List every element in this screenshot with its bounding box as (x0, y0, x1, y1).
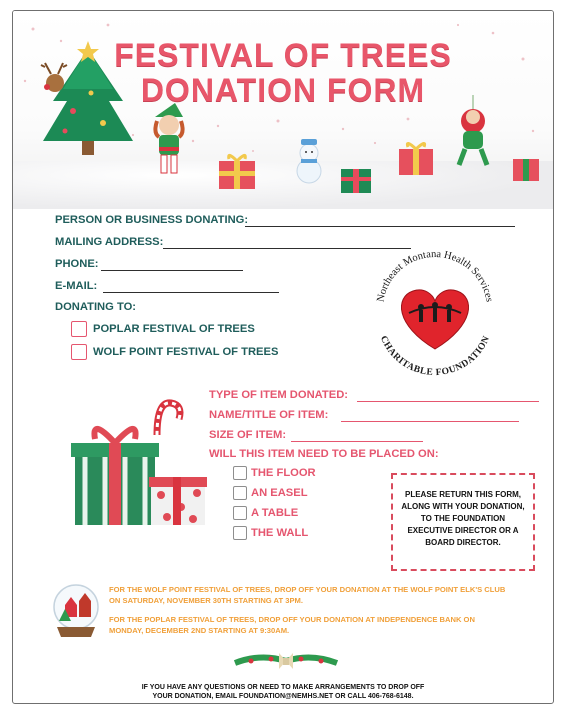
gift-box-icon (339, 161, 375, 195)
table-checkbox[interactable] (233, 506, 247, 520)
person-donating-label: PERSON OR BUSINESS DONATING: (55, 214, 249, 226)
item-name-field[interactable] (341, 421, 519, 422)
gift-box-icon (217, 151, 259, 191)
item-type-label: TYPE OF ITEM DONATED: (209, 389, 349, 401)
donating-to-label: DONATING TO: (55, 301, 136, 313)
floor-option-label: THE FLOOR (251, 467, 316, 479)
easel-option-label: AN EASEL (251, 487, 308, 499)
gift-box-icon (511, 151, 543, 183)
floor-checkbox[interactable] (233, 466, 247, 480)
footer-line1: IF YOU HAVE ANY QUESTIONS OR NEED TO MAKE ARRANGEMENTS TO DROP OFF (141, 684, 425, 691)
christmas-tree-icon (33, 41, 143, 171)
form-title-line2: DONATION FORM (140, 72, 426, 108)
mailing-address-label: MAILING ADDRESS: (55, 236, 164, 248)
wolf-point-dropoff-text: FOR THE WOLF POINT FESTIVAL OF TREES, DROP OFF YOUR DONATION AT THE WOLF POINT ELK'S CLUB ON SATURDAY, NOVEMBER 30TH STARTING AT 3PM. (109, 585, 506, 605)
item-name-label: NAME/TITLE OF ITEM: (209, 409, 329, 421)
table-option-label: A TABLE (251, 507, 299, 519)
item-size-label: SIZE OF ITEM: (209, 429, 287, 441)
nemhs-foundation-logo (365, 239, 505, 379)
item-size-field[interactable] (291, 441, 423, 442)
easel-checkbox[interactable] (233, 486, 247, 500)
hanging-elf-icon (443, 95, 503, 175)
svg-text:Northeast Montana Health Servi (375, 249, 494, 303)
return-instructions-text: PLEASE RETURN THIS FORM, ALONG WITH YOUR DONATION, TO THE FOUNDATION EXECUTIVE DIRECTOR OR A BOARD DIRECTOR. (401, 490, 525, 547)
form-title-line1: FESTIVAL OF TREES (114, 37, 452, 73)
return-instructions-box (391, 473, 535, 571)
email-label: E-MAIL: (55, 280, 98, 292)
wolf-point-option-label: WOLF POINT FESTIVAL OF TREES (93, 346, 279, 358)
elf-icon (143, 103, 203, 183)
snow-globe-icon (51, 581, 101, 641)
logo-arc-top-text: Northeast Montana Health Services (375, 248, 495, 303)
poplar-checkbox[interactable] (71, 321, 87, 337)
logo-arc-bottom-text: CHARITABLE FOUNDATION (377, 334, 493, 379)
item-type-field[interactable] (357, 401, 539, 402)
donation-form-page (12, 10, 554, 704)
gift-pile-icon (71, 395, 211, 535)
snowman-icon (289, 137, 329, 187)
poplar-dropoff-text: FOR THE POPLAR FESTIVAL OF TREES, DROP OFF YOUR DONATION AT INDEPENDENCE BANK ON MONDAY, DECEMBER 2ND STARTING AT 9:30AM. (109, 615, 475, 635)
person-donating-field[interactable] (245, 226, 515, 227)
gift-box-icon (397, 137, 437, 177)
email-field[interactable] (103, 292, 279, 293)
phone-field[interactable] (101, 270, 243, 271)
holly-garland-icon (231, 649, 341, 675)
placement-label: WILL THIS ITEM NEED TO BE PLACED ON: (209, 448, 439, 460)
phone-label: PHONE: (55, 258, 99, 270)
wall-checkbox[interactable] (233, 526, 247, 540)
wall-option-label: THE WALL (251, 527, 309, 539)
poplar-option-label: POPLAR FESTIVAL OF TREES (93, 323, 255, 335)
wolf-point-checkbox[interactable] (71, 344, 87, 360)
footer-line2: YOUR DONATION, EMAIL FOUNDATION@NEMHS.NET OR CALL 406-768-6148. (152, 693, 414, 700)
